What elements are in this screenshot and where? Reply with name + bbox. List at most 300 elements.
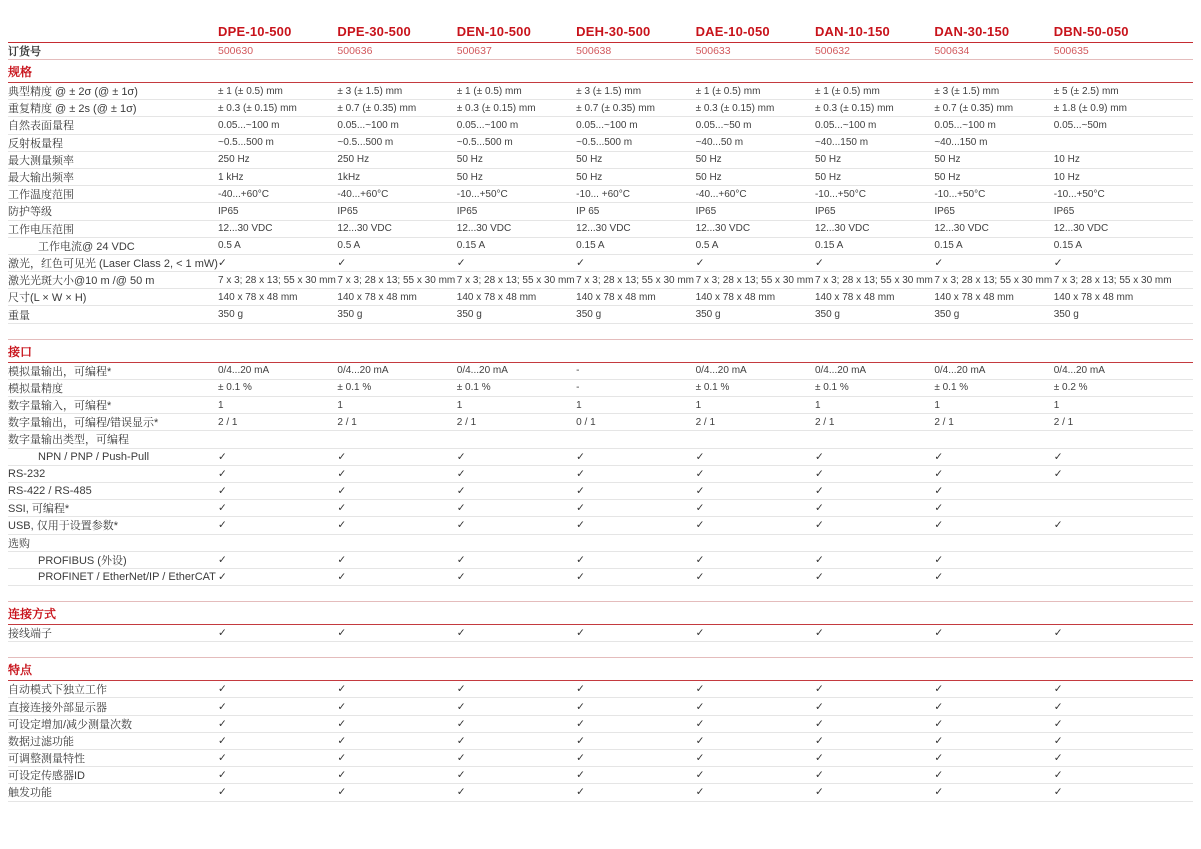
cell-value: 1 <box>337 399 343 411</box>
cell-value: 12...30 VDC <box>934 223 989 235</box>
check-icon: ✓ <box>934 570 944 583</box>
cell-value: 0/4...20 mA <box>337 365 389 377</box>
cell-value: IP 65 <box>576 205 600 217</box>
section <box>8 60 1193 324</box>
cell-value: ± 0.3 (± 0.15) mm <box>814 102 894 114</box>
cell-value: 1 <box>218 399 224 411</box>
cell-value: 0.15 A <box>1053 240 1083 252</box>
row-label: 尺寸(L × W × H) <box>8 292 87 305</box>
row-label: 自动模式下独立工作 <box>8 684 107 697</box>
row-label: 工作电压范围 <box>8 223 74 236</box>
check-icon: ✓ <box>814 467 824 480</box>
cell-value: IP65 <box>218 205 239 217</box>
check-icon: ✓ <box>695 683 705 696</box>
row-label: 自然表面量程 <box>8 120 74 133</box>
check-icon: ✓ <box>695 700 705 713</box>
check-icon: ✓ <box>1053 256 1063 269</box>
cell-value: ~0.5...500 m <box>337 137 394 149</box>
cell-value: ± 1 (± 0.5) mm <box>814 85 880 97</box>
cell-value: 0.5 A <box>218 240 241 252</box>
row-label: 反射板量程 <box>8 137 63 150</box>
row-label: 重复精度 @ ± 2s (@ ± 1σ) <box>8 103 137 116</box>
cell-value: 1 <box>1053 399 1060 411</box>
cell-value: 7 x 3; 28 x 13; 55 x 30 mm <box>218 274 336 286</box>
cell-value: 250 Hz <box>218 154 250 166</box>
check-icon: ✓ <box>934 717 944 730</box>
row-label: 数字量输出，可编程/错误显示* <box>8 417 159 430</box>
cell-value: 140 x 78 x 48 mm <box>934 291 1014 303</box>
check-icon: ✓ <box>695 627 705 640</box>
check-icon: ✓ <box>934 256 944 269</box>
cell-value: 7 x 3; 28 x 13; 55 x 30 mm <box>934 274 1053 286</box>
check-icon: ✓ <box>576 734 585 747</box>
check-icon: ✓ <box>695 485 705 498</box>
check-icon: ✓ <box>695 553 705 566</box>
cell-value: 140 x 78 x 48 mm <box>218 291 298 303</box>
product-column-header: DBN-50-050 <box>1053 24 1129 39</box>
cell-value: ~0.5...500 m <box>576 137 633 149</box>
table-row <box>8 169 1193 186</box>
table-row <box>8 186 1193 203</box>
cell-value: ~0.5...500 m <box>456 137 513 149</box>
row-label: RS-422 / RS-485 <box>8 485 92 498</box>
check-icon: ✓ <box>456 734 466 747</box>
cell-value: ± 0.1 % <box>218 382 252 394</box>
check-icon: ✓ <box>218 769 227 782</box>
check-icon: ✓ <box>576 519 585 532</box>
check-icon: ✓ <box>1053 786 1063 799</box>
product-column-header: DPE-10-500 <box>218 24 292 39</box>
check-icon: ✓ <box>695 467 705 480</box>
check-icon: ✓ <box>576 450 585 463</box>
cell-value: 350 g <box>934 309 960 321</box>
cell-value: 7 x 3; 28 x 13; 55 x 30 mm <box>1053 274 1172 286</box>
cell-value: 2 / 1 <box>337 416 357 428</box>
cell-value: 2 / 1 <box>1053 416 1074 428</box>
cell-value: IP65 <box>695 205 717 217</box>
table-row <box>8 414 1193 431</box>
row-label: 数据过滤功能 <box>8 735 74 748</box>
cell-value: 0/4...20 mA <box>1053 365 1105 377</box>
row-label: PROFIBUS (外设) <box>38 554 127 567</box>
check-icon: ✓ <box>934 450 944 463</box>
cell-value: 50 Hz <box>456 154 483 166</box>
product-column-header: DAN-30-150 <box>934 24 1010 39</box>
check-icon: ✓ <box>814 734 824 747</box>
check-icon: ✓ <box>337 734 347 747</box>
cell-value: -10...+50°C <box>456 188 508 200</box>
check-icon: ✓ <box>934 519 944 532</box>
check-icon: ✓ <box>1053 700 1063 713</box>
cell-value: 10 Hz <box>1053 171 1080 183</box>
cell-value: 0.05...~100 m <box>218 119 280 131</box>
cell-value: ± 0.1 % <box>814 382 849 394</box>
cell-value: IP65 <box>814 205 836 217</box>
check-icon: ✓ <box>576 553 585 566</box>
cell-value: ~40...50 m <box>695 137 744 149</box>
check-icon: ✓ <box>456 769 466 782</box>
row-label: 防护等级 <box>8 206 52 219</box>
cell-value: 350 g <box>814 309 840 321</box>
order-number-value: 500633 <box>695 45 731 57</box>
row-label: 模拟量精度 <box>8 382 63 395</box>
table-row <box>8 716 1193 733</box>
check-icon: ✓ <box>456 717 466 730</box>
cell-value: 12...30 VDC <box>218 223 273 235</box>
table-row <box>8 733 1193 750</box>
check-icon: ✓ <box>218 450 227 463</box>
order-number-row <box>8 43 1193 60</box>
row-label: RS-232 <box>8 467 46 480</box>
cell-value: 0.05...~50m <box>1053 119 1107 131</box>
row-label: 可设定传感器ID <box>8 770 85 783</box>
cell-value: -10...+50°C <box>934 188 986 200</box>
cell-value: 1 <box>814 399 821 411</box>
check-icon: ✓ <box>695 717 705 730</box>
cell-value: -10... +60°C <box>576 188 630 200</box>
check-icon: ✓ <box>456 752 466 765</box>
row-label: 重量 <box>8 309 30 322</box>
check-icon: ✓ <box>218 700 227 713</box>
cell-value: 0/4...20 mA <box>456 365 508 377</box>
check-icon: ✓ <box>814 786 824 799</box>
check-icon: ✓ <box>814 256 824 269</box>
check-icon: ✓ <box>934 502 944 515</box>
cell-value: 350 g <box>337 309 363 321</box>
table-row <box>8 449 1193 466</box>
check-icon: ✓ <box>218 519 227 532</box>
row-label: 可调整测量特性 <box>8 753 85 766</box>
check-icon: ✓ <box>1053 627 1063 640</box>
cell-value: 0.5 A <box>695 240 719 252</box>
table-row <box>8 466 1193 483</box>
check-icon: ✓ <box>456 485 466 498</box>
check-icon: ✓ <box>814 717 824 730</box>
check-icon: ✓ <box>218 553 227 566</box>
check-icon: ✓ <box>814 553 824 566</box>
check-icon: ✓ <box>814 752 824 765</box>
cell-value: 1 kHz <box>218 171 244 183</box>
cell-value: 12...30 VDC <box>576 223 631 235</box>
table-row <box>8 569 1193 586</box>
row-label: NPN / PNP / Push-Pull <box>38 450 150 463</box>
cell-value: ± 1.8 (± 0.9) mm <box>1053 102 1127 114</box>
cell-value: IP65 <box>1053 205 1075 217</box>
check-icon: ✓ <box>456 553 466 566</box>
check-icon: ✓ <box>456 683 466 696</box>
table-row <box>8 117 1193 134</box>
cell-value: ± 0.3 (± 0.15) mm <box>695 102 775 114</box>
product-header-row <box>8 24 1193 43</box>
cell-value: 140 x 78 x 48 mm <box>456 291 537 303</box>
cell-value: 2 / 1 <box>695 416 716 428</box>
check-icon: ✓ <box>934 627 944 640</box>
order-number-value: 500635 <box>1053 45 1089 57</box>
check-icon: ✓ <box>814 519 824 532</box>
cell-value: ± 1 (± 0.5) mm <box>695 85 761 97</box>
check-icon: ✓ <box>934 467 944 480</box>
check-icon: ✓ <box>695 786 705 799</box>
cell-value: -40...+60°C <box>218 188 269 200</box>
check-icon: ✓ <box>337 553 347 566</box>
product-column-header: DEH-30-500 <box>576 24 651 39</box>
order-number-value: 500637 <box>456 45 492 57</box>
cell-value: 140 x 78 x 48 mm <box>1053 291 1134 303</box>
cell-value: 7 x 3; 28 x 13; 55 x 30 mm <box>456 274 575 286</box>
check-icon: ✓ <box>218 467 227 480</box>
cell-value: ~40...150 m <box>814 137 869 149</box>
table-row <box>8 272 1193 289</box>
cell-value: 50 Hz <box>934 154 961 166</box>
row-label: 工作温度范围 <box>8 189 74 202</box>
check-icon: ✓ <box>337 786 347 799</box>
check-icon: ✓ <box>456 467 466 480</box>
cell-value: 1 <box>576 399 582 411</box>
check-icon: ✓ <box>934 553 944 566</box>
table-row <box>8 289 1193 306</box>
check-icon: ✓ <box>218 734 227 747</box>
check-icon: ✓ <box>576 256 585 269</box>
cell-value: 50 Hz <box>814 154 842 166</box>
cell-value: - <box>576 365 580 377</box>
row-label: 选购 <box>8 537 30 550</box>
check-icon: ✓ <box>576 683 585 696</box>
cell-value: ± 1 (± 0.5) mm <box>456 85 522 97</box>
cell-value: 2 / 1 <box>934 416 954 428</box>
check-icon: ✓ <box>456 256 466 269</box>
check-icon: ✓ <box>456 450 466 463</box>
check-icon: ✓ <box>456 627 466 640</box>
cell-value: 0.5 A <box>337 240 361 252</box>
table-row <box>8 306 1193 323</box>
row-label: 模拟量输出，可编程* <box>8 365 112 378</box>
cell-value: 7 x 3; 28 x 13; 55 x 30 mm <box>695 274 814 286</box>
check-icon: ✓ <box>456 502 466 515</box>
cell-value: 12...30 VDC <box>814 223 870 235</box>
section <box>8 339 1193 586</box>
table-row <box>8 238 1193 255</box>
check-icon: ✓ <box>934 485 944 498</box>
cell-value: 12...30 VDC <box>1053 223 1109 235</box>
row-label: 激光，红色可见光 (Laser Class 2, < 1 mW) <box>8 257 218 270</box>
table-row <box>8 255 1193 272</box>
cell-value: 12...30 VDC <box>695 223 751 235</box>
check-icon: ✓ <box>1053 519 1063 532</box>
check-icon: ✓ <box>576 717 585 730</box>
row-label: 工作电流@ 24 VDC <box>38 240 135 253</box>
cell-value: IP65 <box>456 205 478 217</box>
check-icon: ✓ <box>218 627 227 640</box>
cell-value: 50 Hz <box>456 171 483 183</box>
table-row <box>8 221 1193 238</box>
cell-value: ± 0.7 (± 0.35) mm <box>576 102 655 114</box>
check-icon: ✓ <box>218 786 227 799</box>
check-icon: ✓ <box>814 700 824 713</box>
check-icon: ✓ <box>218 683 227 696</box>
check-icon: ✓ <box>934 769 944 782</box>
cell-value: 0/4...20 mA <box>695 365 747 377</box>
cell-value: 50 Hz <box>576 171 603 183</box>
check-icon: ✓ <box>1053 769 1063 782</box>
row-label: USB, 仅用于设置参数* <box>8 520 119 533</box>
cell-value: ± 0.3 (± 0.15) mm <box>456 102 536 114</box>
check-icon: ✓ <box>814 683 824 696</box>
row-label: 触发功能 <box>8 787 52 800</box>
table-row <box>8 681 1193 698</box>
product-column-header: DPE-30-500 <box>337 24 411 39</box>
check-icon: ✓ <box>814 570 824 583</box>
check-icon: ✓ <box>456 570 466 583</box>
table-row <box>8 363 1193 380</box>
cell-value: 1 <box>934 399 940 411</box>
cell-value: 50 Hz <box>576 154 603 166</box>
row-label: 最大测量频率 <box>8 154 74 167</box>
cell-value: 1kHz <box>337 171 361 183</box>
check-icon: ✓ <box>576 627 585 640</box>
row-label: 典型精度 @ ± 2σ (@ ± 1σ) <box>8 86 138 99</box>
cell-value: 0 / 1 <box>576 416 596 428</box>
table-row <box>8 380 1193 397</box>
cell-value: 7 x 3; 28 x 13; 55 x 30 mm <box>337 274 456 286</box>
table-row <box>8 750 1193 767</box>
cell-value: 0.05...~100 m <box>456 119 519 131</box>
section-title: 规格 <box>8 60 1193 83</box>
product-column-header: DAE-10-050 <box>695 24 770 39</box>
check-icon: ✓ <box>934 752 944 765</box>
cell-value: 0.15 A <box>456 240 486 252</box>
row-label: 直接连接外部显示器 <box>8 701 107 714</box>
cell-value: ± 0.3 (± 0.15) mm <box>218 102 297 114</box>
cell-value: ± 0.1 % <box>456 382 491 394</box>
check-icon: ✓ <box>814 450 824 463</box>
section-title: 接口 <box>8 340 1193 363</box>
cell-value: -10...+50°C <box>1053 188 1105 200</box>
cell-value: 0.15 A <box>576 240 605 252</box>
cell-value: 350 g <box>576 309 602 321</box>
cell-value: 50 Hz <box>934 171 961 183</box>
product-comparison-table <box>8 24 1193 802</box>
check-icon: ✓ <box>218 752 227 765</box>
check-icon: ✓ <box>814 769 824 782</box>
check-icon: ✓ <box>337 752 347 765</box>
row-label: 最大输出频率 <box>8 172 74 185</box>
table-row <box>8 767 1193 784</box>
check-icon: ✓ <box>576 700 585 713</box>
cell-value: 140 x 78 x 48 mm <box>695 291 776 303</box>
check-icon: ✓ <box>576 502 585 515</box>
check-icon: ✓ <box>337 467 347 480</box>
cell-value: ± 0.1 % <box>934 382 969 394</box>
cell-value: ± 0.1 % <box>695 382 730 394</box>
cell-value: 250 Hz <box>337 154 370 166</box>
check-icon: ✓ <box>576 752 585 765</box>
check-icon: ✓ <box>814 502 824 515</box>
table-row <box>8 535 1193 552</box>
check-icon: ✓ <box>695 450 705 463</box>
cell-value: ± 3 (± 1.5) mm <box>337 85 403 97</box>
table-row <box>8 100 1193 117</box>
order-number-value: 500632 <box>814 45 850 57</box>
check-icon: ✓ <box>934 734 944 747</box>
check-icon: ✓ <box>218 502 227 515</box>
cell-value: 2 / 1 <box>814 416 835 428</box>
check-icon: ✓ <box>218 717 227 730</box>
check-icon: ✓ <box>695 256 705 269</box>
cell-value: 2 / 1 <box>218 416 238 428</box>
cell-value: IP65 <box>337 205 358 217</box>
table-row <box>8 397 1193 414</box>
table-row <box>8 500 1193 517</box>
check-icon: ✓ <box>1053 752 1063 765</box>
cell-value: 1 <box>456 399 463 411</box>
check-icon: ✓ <box>337 519 347 532</box>
cell-value: 350 g <box>1053 309 1079 321</box>
cell-value: 140 x 78 x 48 mm <box>337 291 417 303</box>
cell-value: 350 g <box>695 309 721 321</box>
table-row <box>8 517 1193 534</box>
row-label: SSI, 可编程* <box>8 503 70 516</box>
check-icon: ✓ <box>337 485 347 498</box>
check-icon: ✓ <box>337 450 347 463</box>
cell-value: ~40...150 m <box>934 137 988 149</box>
order-number-value: 500634 <box>934 45 970 57</box>
check-icon: ✓ <box>1053 717 1063 730</box>
check-icon: ✓ <box>337 570 347 583</box>
section-title: 连接方式 <box>8 602 1193 625</box>
check-icon: ✓ <box>337 717 347 730</box>
order-number-value: 500636 <box>337 45 373 57</box>
check-icon: ✓ <box>576 769 585 782</box>
table-row <box>8 83 1193 100</box>
cell-value: 7 x 3; 28 x 13; 55 x 30 mm <box>814 274 933 286</box>
cell-value: -40...+60°C <box>337 188 389 200</box>
table-row <box>8 698 1193 715</box>
cell-value: 0.15 A <box>934 240 963 252</box>
cell-value: 350 g <box>456 309 482 321</box>
cell-value: IP65 <box>934 205 955 217</box>
check-icon: ✓ <box>218 256 227 269</box>
table-row <box>8 483 1193 500</box>
check-icon: ✓ <box>337 683 347 696</box>
check-icon: ✓ <box>695 519 705 532</box>
cell-value: 50 Hz <box>695 171 722 183</box>
table-row <box>8 625 1193 642</box>
cell-value: -10...+50°C <box>814 188 866 200</box>
cell-value: ± 0.2 % <box>1053 382 1088 394</box>
check-icon: ✓ <box>1053 450 1063 463</box>
cell-value: 0.05...~50 m <box>695 119 752 131</box>
cell-value: - <box>576 382 580 394</box>
check-icon: ✓ <box>456 786 466 799</box>
cell-value: 0.05...~100 m <box>576 119 638 131</box>
check-icon: ✓ <box>456 700 466 713</box>
cell-value: 0/4...20 mA <box>814 365 867 377</box>
table-row <box>8 135 1193 152</box>
product-column-header: DAN-10-150 <box>814 24 890 39</box>
check-icon: ✓ <box>337 700 347 713</box>
check-icon: ✓ <box>337 627 347 640</box>
check-icon: ✓ <box>695 752 705 765</box>
cell-value: ~0.5...500 m <box>218 137 274 149</box>
cell-value: ± 0.7 (± 0.35) mm <box>934 102 1014 114</box>
check-icon: ✓ <box>337 256 347 269</box>
check-icon: ✓ <box>814 485 824 498</box>
row-label: 激光光斑大小@10 m /@ 50 m <box>8 275 155 288</box>
check-icon: ✓ <box>1053 683 1063 696</box>
table-row <box>8 431 1193 448</box>
cell-value: ± 3 (± 1.5) mm <box>934 85 1000 97</box>
table-row <box>8 552 1193 569</box>
